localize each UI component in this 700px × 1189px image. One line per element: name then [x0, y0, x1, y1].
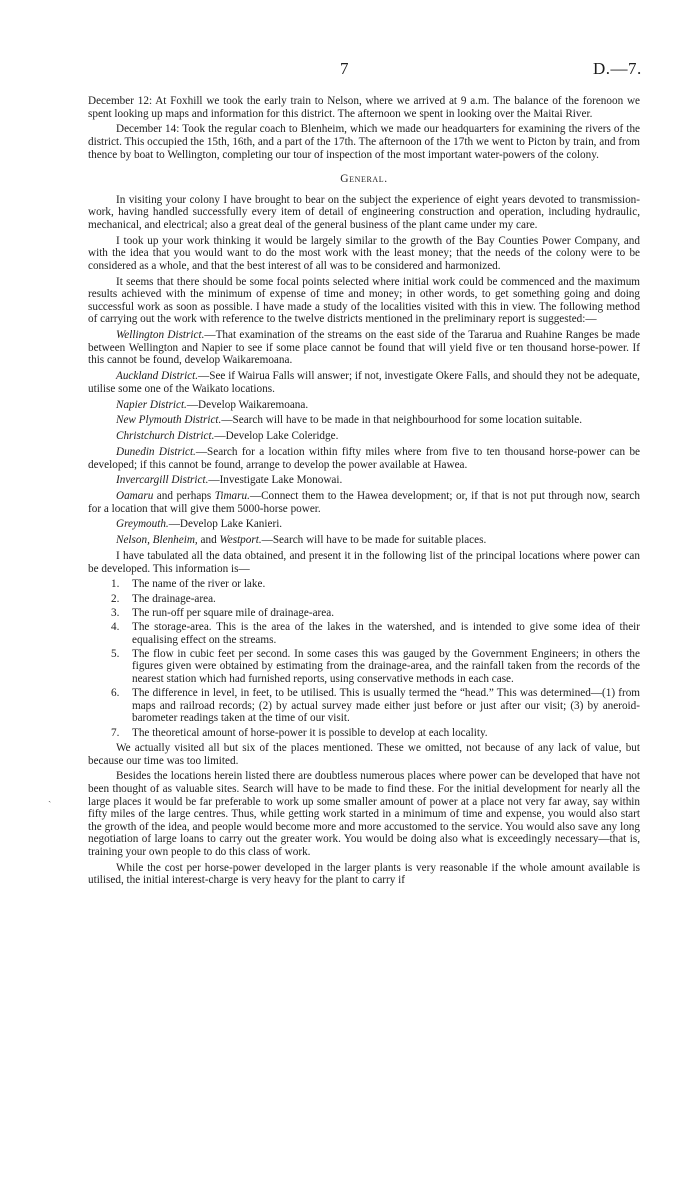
district-name: Napier District.: [116, 398, 187, 411]
margin-tick-mark: ˏ: [48, 792, 52, 803]
list-number: 3.: [111, 606, 120, 619]
list-text: The theoretical amount of horse-power it is possible to develop at each locality.: [132, 726, 488, 739]
list-text: The flow in cubic feet per second. In some cases this was gauged by the Government Engineers; in others the figures given were obtained by estimating from the drainage-area, and the rainfall taken from the records of the nearest station which had furnished reports, using conservative methods in each case.: [132, 647, 640, 685]
district-entry-nelson-blenheim-westport: [88, 534, 640, 547]
district-name: Christchurch District.: [116, 430, 215, 443]
closing-paragraph: Besides the locations herein listed there are doubtless numerous places where power can be developed that have not been thought of as valuable sites. Search will have to be made to find these. For the initial development for nearly all the large places it would be far preferable to work up some smaller amount of power at a place not very far away, say within fifty miles of the large centres. Thus, while getting work started in a minimum of time and expense, you would also start the growth of the idea, and people would become more and more accustomed to the service. You would also save any long negotiation of large loans to carry out the greater work. You would be doing also what is exceedingly necessary—that is, training your own people to do this class of work.: [88, 770, 640, 859]
district-entry-greymouth: [88, 518, 640, 531]
general-paragraph: In visiting your colony I have brought to bear on the subject the experience of eight years devoted to transmission-work, having handled successfully every item of detail of engineering construction and operation, including hydraulic, mechanical, and electrical; also a great deal of the general business of the plant came under my care.: [88, 193, 640, 231]
district-name: Dunedin District.: [116, 445, 196, 458]
list-item: [88, 621, 640, 646]
page-number: 7: [340, 59, 349, 78]
district-entry-new-plymouth: [88, 414, 640, 427]
district-entry-wellington: [88, 329, 640, 367]
district-text: —Search will have to be made for suitable places.: [261, 534, 487, 547]
district-text: —Investigate Lake Monowai.: [208, 474, 343, 487]
district-connector: and: [197, 534, 220, 547]
tabulated-intro: I have tabulated all the data obtained, and present it in the following list of the principal locations where power can be developed. This information is—: [88, 550, 640, 575]
list-number: 6.: [111, 687, 120, 700]
district-text: —See if Wairua Falls will answer; if not, investigate Okere Falls, and should they not be adequate, utilise some one of the Waikato locations.: [88, 370, 640, 395]
district-name: Greymouth.: [116, 518, 169, 531]
district-name: Oamaru: [116, 490, 154, 503]
district-connector: and perhaps: [153, 490, 215, 503]
list-item: [88, 607, 640, 620]
district-entry-napier: [88, 399, 640, 412]
closing-paragraph: While the cost per horse-power developed in the larger plants is very reasonable if the whole amount available is utilised, the initial interest-charge is very heavy for the plant to carry if: [88, 861, 640, 887]
general-paragraph: It seems that there should be some focal points selected where initial work could be commenced and the maximum results achieved with the minimum of expense of time and money; in other words, to get something going and doing successful work as soon as possible. I have made a study of the localities visited with this in view. The following method of carrying out the work with reference to the twelve districts mentioned in the preliminary report is suggested:—: [88, 275, 640, 326]
list-item: [88, 578, 640, 591]
document-reference: D.—7.: [593, 59, 642, 78]
list-number: 7.: [111, 726, 120, 739]
list-item: [88, 593, 640, 606]
page-body: [88, 95, 640, 890]
district-entry-invercargill: [88, 474, 640, 487]
list-number: 1.: [111, 578, 120, 591]
district-text: —Search will have to be made in that neighbourhood for some location suitable.: [221, 414, 583, 427]
list-text: The drainage-area.: [132, 592, 216, 605]
section-heading: General.: [340, 173, 388, 186]
list-item: [88, 687, 640, 725]
district-entry-oamaru-timaru: [88, 490, 640, 515]
district-name: Invercargill District.: [116, 474, 209, 487]
list-text: The storage-area. This is the area of the lakes in the watershed, and is intended to give some idea of their equalising effect on the streams.: [132, 620, 640, 646]
district-name: Auckland District.: [116, 370, 199, 383]
district-text: —Develop Lake Coleridge.: [214, 430, 339, 443]
list-text: The name of the river or lake.: [132, 578, 266, 591]
district-text: —Develop Waikaremoana.: [186, 398, 309, 411]
district-name: Nelson, Blenheim,: [116, 534, 198, 547]
district-entry-auckland: [88, 370, 640, 395]
list-text: The difference in level, in feet, to be utilised. This is usually termed the “head.” This was determined—(1) from maps and railroad records; (2) by actual survey made either just before or just after our visit; (3) by aneroid-barometer readings taken at the time of our visit.: [132, 687, 640, 725]
list-item: [88, 648, 640, 686]
diary-entry-dec-14: December 14: Took the regular coach to Blenheim, which we made our headquarters for examining the rivers of the district. This occupied the 15th, 16th, and a part of the 17th. The afternoon of the 17th we went to Picton by train, and from thence by boat to Wellington, completing our tour of inspection of the most important water-powers of the colony.: [88, 123, 640, 161]
district-text: —Connect them to the Hawea development; or, if that is not put through now, search for a location that will give them 5000-horse power.: [88, 490, 640, 515]
diary-entry-dec-12: December 12: At Foxhill we took the early train to Nelson, where we arrived at 9 a.m. The balance of the forenoon we spent looking up maps and information for this district. The afternoon we spent in looking over the Maitai River.: [88, 95, 640, 120]
list-item: [88, 727, 640, 740]
district-name: Wellington District.: [116, 329, 205, 342]
district-text: —Search for a location within fifty miles where from five to ten thousand horse-power can be developed; if this cannot be found, arrange to develop the power available at Hawea.: [88, 445, 640, 471]
district-entry-christchurch: [88, 430, 640, 443]
district-name-secondary: Timaru.: [214, 490, 250, 503]
closing-paragraph: We actually visited all but six of the places mentioned. These we omitted, not because of any lack of value, but because our time was too limited.: [88, 742, 640, 767]
district-text: —That examination of the streams on the east side of the Tararua and Ruahine Ranges be made between Wellington and Napier to see if some place cannot be found that will yield five or ten thousand horse-power. If this cannot be found, develop Waikaremoana.: [88, 329, 641, 367]
district-entry-dunedin: [88, 446, 640, 471]
district-text: —Develop Lake Kanieri.: [168, 518, 283, 531]
list-number: 4.: [111, 620, 120, 633]
district-name: New Plymouth District.: [116, 414, 222, 427]
list-text: The run-off per square mile of drainage-area.: [132, 606, 334, 619]
list-number: 5.: [111, 647, 120, 660]
information-list: [88, 578, 640, 739]
list-number: 2.: [111, 592, 120, 605]
district-name-secondary: Westport.: [219, 534, 262, 547]
general-paragraph: I took up your work thinking it would be largely similar to the growth of the Bay Counties Power Company, and with the idea that you would want to do the most work with the least money; that the needs of the colony were to be considered as a whole, and that the best interest of all was to be considered and harmonized.: [88, 234, 640, 272]
